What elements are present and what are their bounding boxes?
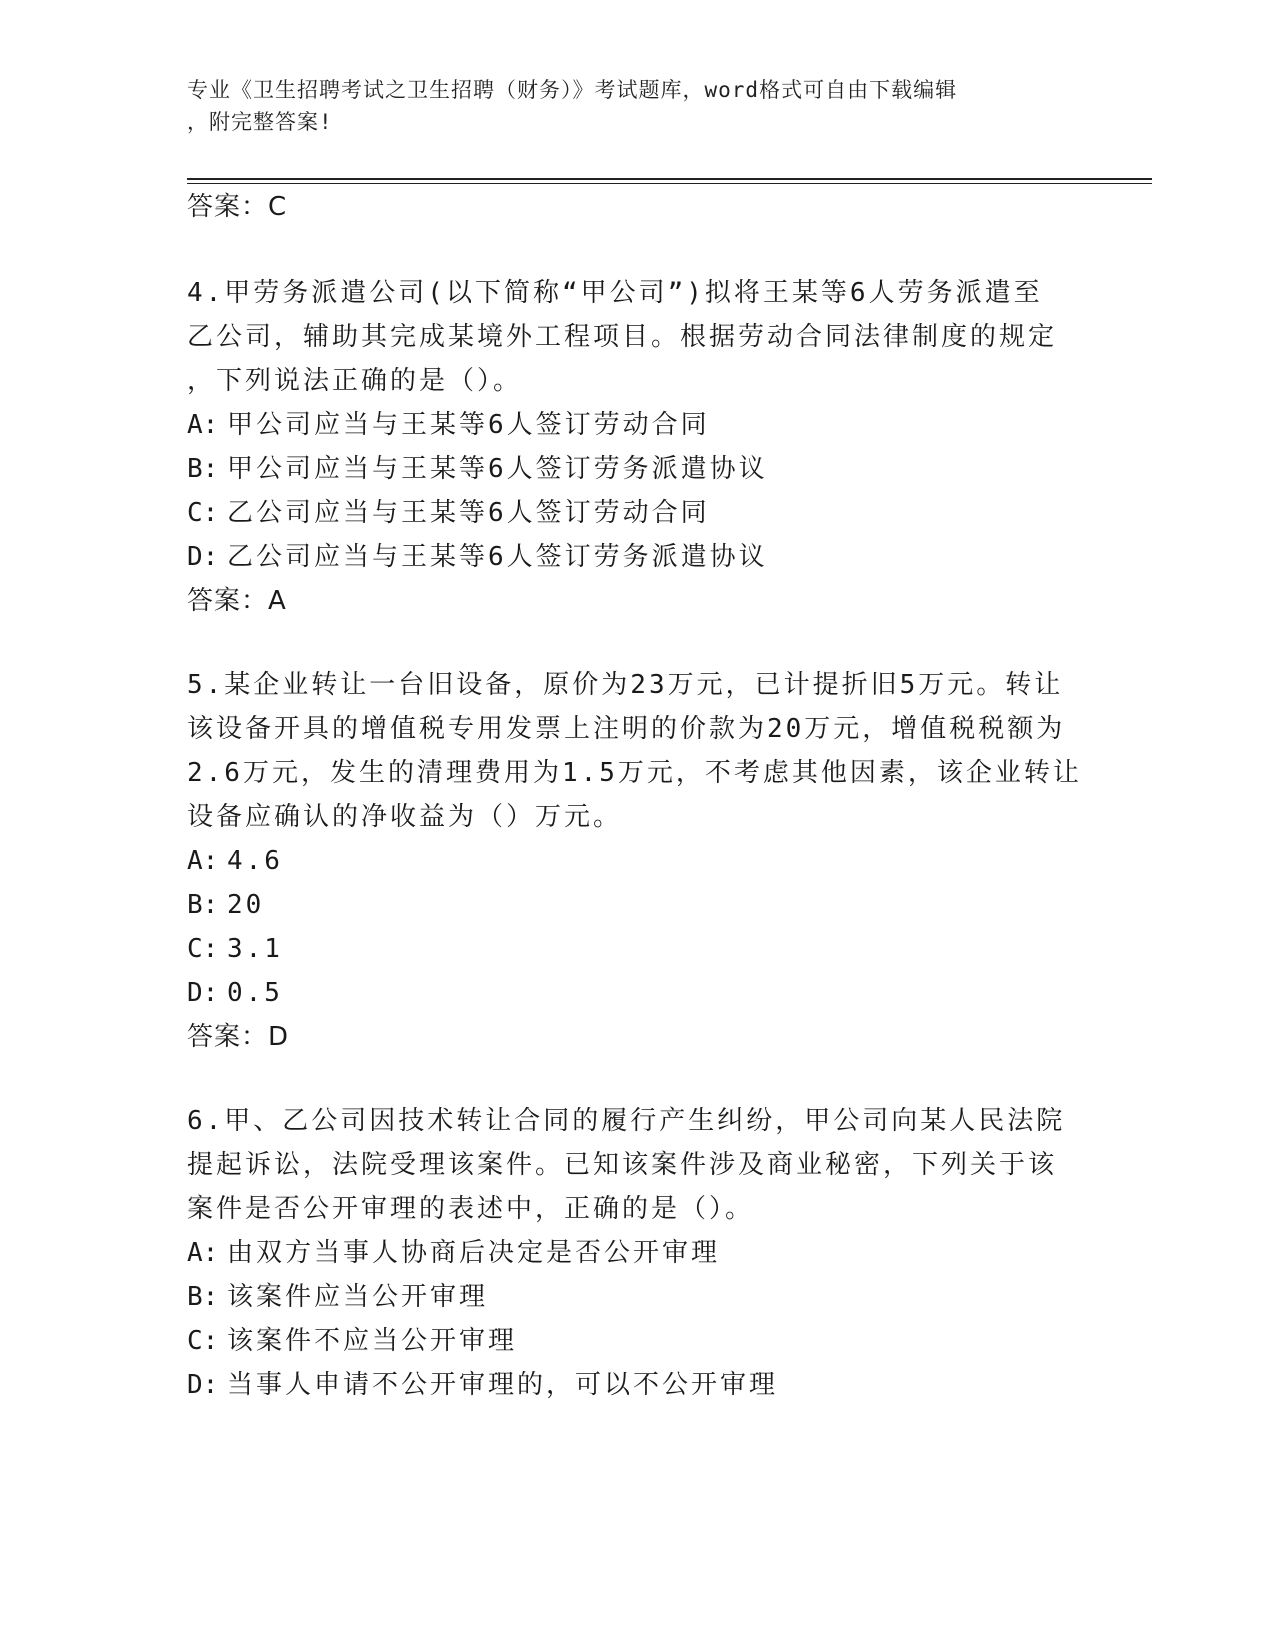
option-label: A: [187,846,219,876]
header-rule-thin [187,183,1152,184]
document-header [187,74,1067,138]
option-text: 甲公司应当与王某等6人签订劳动合同 [227,410,710,440]
header-rule-thick [187,178,1152,180]
q4-option-a [187,408,710,442]
option-label: B: [187,1282,219,1312]
option-text: 乙公司应当与王某等6人签订劳务派遣协议 [227,542,768,572]
q6-option-d [187,1368,778,1402]
q4-stem-line-2: 乙公司，辅助其完成某境外工程项目。根据劳动合同法律制度的规定 [187,322,1058,352]
option-label: C: [187,1326,219,1356]
q4-option-d [187,540,768,574]
q4-answer: 答案：A [187,586,287,616]
q5-answer: 答案：D [187,1022,290,1052]
option-text: 3.1 [227,934,283,964]
q4-option-b [187,452,768,486]
q6-option-c [187,1324,517,1358]
option-label: B: [187,454,219,484]
q5-option-c [187,932,283,966]
option-label: A: [187,1238,219,1268]
q6-stem-line-3: 案件是否公开审理的表述中，正确的是（）。 [187,1194,755,1224]
option-label: D: [187,1370,219,1400]
option-text: 0.5 [227,978,283,1008]
q5-stem-line-4: 设备应确认的净收益为（）万元。 [187,802,623,832]
header-line-1: 专业《卫生招聘考试之卫生招聘（财务）》考试题库，word格式可自由下载编辑 [187,78,958,102]
option-text: 甲公司应当与王某等6人签订劳务派遣协议 [227,454,768,484]
option-label: C: [187,498,219,528]
option-text: 当事人申请不公开审理的，可以不公开审理 [227,1370,779,1400]
q5-stem-line-2: 该设备开具的增值税专用发票上注明的价款为20万元，增值税税额为 [187,714,1066,744]
option-text: 该案件不应当公开审理 [227,1326,518,1356]
q5-option-b [187,888,264,922]
q5-stem-line-1: 5.某企业转让一台旧设备，原价为23万元，已计提折旧5万元。转让 [187,670,1064,700]
q6-stem-line-1: 6.甲、乙公司因技术转让合同的履行产生纠纷，甲公司向某人民法院 [187,1106,1066,1136]
q5-option-d [187,976,283,1010]
header-line-2: ，附完整答案! [187,110,333,134]
option-text: 20 [227,890,265,920]
q4-stem-line-1: 4.甲劳务派遣公司(以下简称“甲公司”)拟将王某等6人劳务派遣至 [187,278,1043,308]
option-label: C: [187,934,219,964]
option-text: 4.6 [227,846,283,876]
option-label: B: [187,890,219,920]
option-label: D: [187,978,219,1008]
option-text: 该案件应当公开审理 [227,1282,489,1312]
option-text: 乙公司应当与王某等6人签订劳动合同 [227,498,710,528]
q4-stem-line-3: ，下列说法正确的是（）。 [187,366,523,396]
q6-option-b [187,1280,488,1314]
q5-option-a [187,844,283,878]
option-label: A: [187,410,219,440]
option-label: D: [187,542,219,572]
q5-stem-line-3: 2.6万元，发生的清理费用为1.5万元，不考虑其他因素，该企业转让 [187,758,1082,788]
q6-stem-line-2: 提起诉讼，法院受理该案件。已知该案件涉及商业秘密，下列关于该 [187,1150,1058,1180]
previous-answer: 答案：C [187,192,288,222]
q4-option-c [187,496,710,530]
q6-option-a [187,1236,720,1270]
option-text: 由双方当事人协商后决定是否公开审理 [227,1238,721,1268]
